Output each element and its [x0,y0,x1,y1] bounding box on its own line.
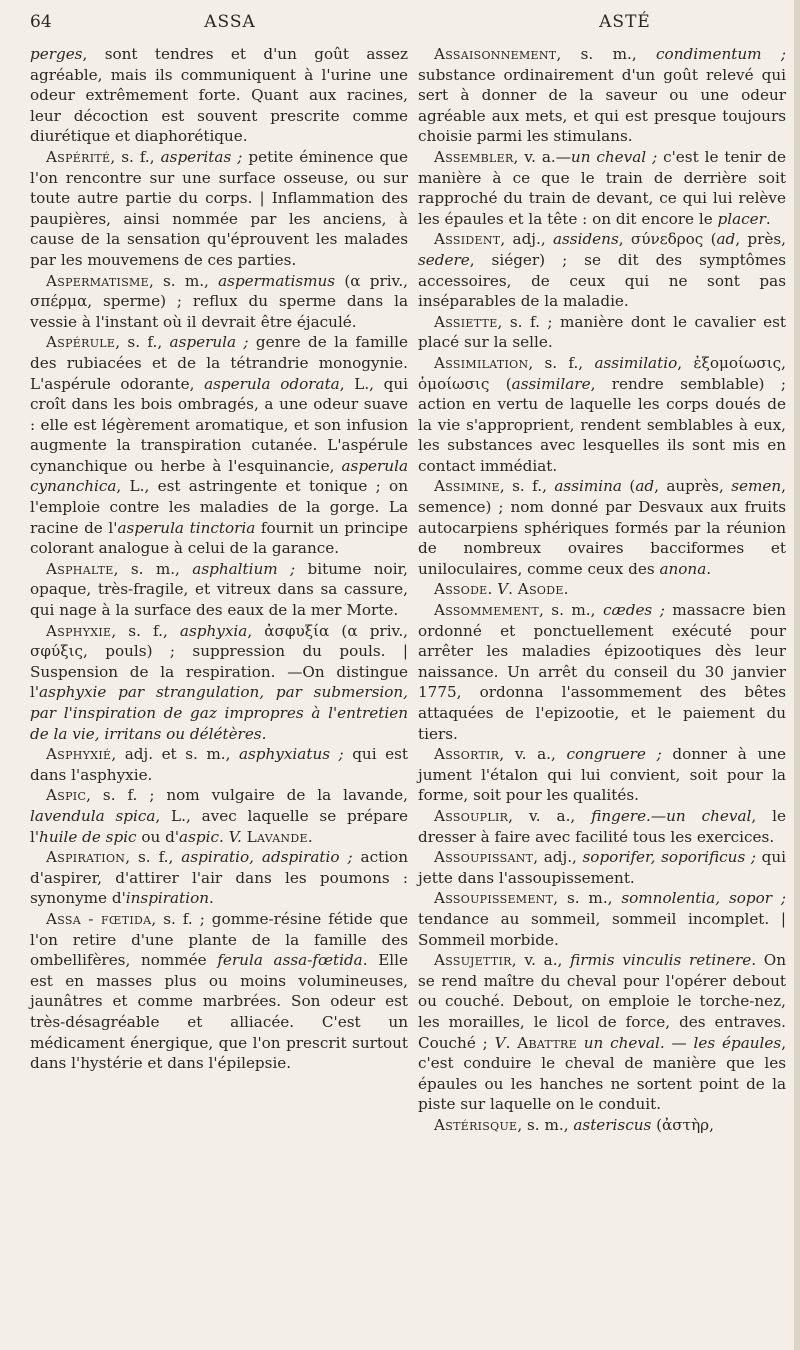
entry-italic-text: asteriscus [573,1115,652,1134]
entry-headword: Assoupissant [434,848,534,867]
entry-italic-text: V [494,1033,506,1052]
entry-italic-text: lavendula spica [30,806,156,825]
entry-text: , s. m., [553,889,622,908]
dictionary-entry [418,888,786,950]
entry-italic-text: condimentum ; [656,45,786,63]
entry-italic-text: asperitas ; [160,147,243,166]
entry-italic-text: assimina [554,477,622,496]
right-column [418,44,786,1135]
entry-headword: Assimine [434,477,500,496]
entry-italic-text: assimilare [511,374,591,393]
entry-headword: Assident [434,230,501,249]
entry-text: (ἀστὴρ, [651,1115,714,1134]
left-column [30,44,408,1074]
entry-italic-text: asphaltium ; [192,559,296,578]
entry-text: . [209,889,214,908]
entry-text: , v. a., [511,951,571,970]
entry-italic-text: perges [30,45,83,63]
entry-text: . [505,1033,518,1052]
entry-italic-text: placer [717,209,766,228]
entry-text: massacre bien ordonné et ponctuellement exécuté pour arrêter les maladies épizootiques dès leur naissance. Un arrêt du conseil du 30 janvier 1775, ordonna l'assommement des bêtes attaquées de l'epizootie, et le paiement du tiers. [418,601,786,743]
entry-continuation [30,44,408,147]
entry-text: tendance au sommeil, sommeil incomplet. | Sommeil morbide. [418,909,786,949]
entry-headword: Assimilation [434,353,529,372]
page-header [0,6,800,36]
entry-text: , ἐξομοίωσις, ὁμοίωσις ( [418,353,787,393]
entry-headword: Aspic [46,786,87,805]
entry-italic-text: un cheval ; [570,147,658,166]
entry-text: (α priv., σπέρμα, sperme) ; reflux du sperme dans la vessie à l'instant où il devrait être éjaculé. [30,271,408,331]
entry-text: , L., avec laquelle se prépare l' [30,806,408,846]
entry-headword: Aspermatisme [46,271,149,290]
entry-text: , auprès, [654,477,732,496]
entry-headword: Assembler [434,147,514,166]
entry-text: action d'aspirer, d'attirer l'air dans les poumons : synonyme d' [30,848,408,908]
entry-text: , ἀσφυξία (α priv., σφύξις, pouls) ; suppression du pouls. | Suspension de la respiration. —On distingue l' [30,621,408,702]
entry-text: , s. f. ; nom vulgaire de la lavande, [86,786,408,805]
entry-headword: Aspérité [46,147,111,166]
entry-text: . [487,580,498,599]
entry-text: . [563,580,569,599]
dictionary-entry [418,579,786,600]
entry-italic-text: somnolentia, sopor ; [621,889,786,908]
entry-text: . [508,580,518,599]
entry-italic-text: V [497,580,509,599]
entry-text: , sont tendres et d'un goût assez agréable, mais ils communiquent à l'urine une odeur extrêmement forte. Quant aux racines, leur décoction est souvent prescrite comme diurétique et diaphorétique. [30,45,408,146]
dictionary-entry [30,744,408,785]
entry-italic-text: sedere [418,250,470,269]
entry-headword: Aspérule [46,333,116,352]
entry-italic-text: asphyxiatus ; [238,745,344,764]
entry-headword: Assujettir [434,951,512,970]
entry-text: , s. m., [538,601,603,620]
entry-text: donner à une jument l'étalon qui lui convient, soit pour la forme, soit pour les qualités. [418,745,786,805]
entry-italic-text: aspermatismus [218,271,336,290]
entry-text: , adj. et s. m., [111,745,239,764]
dictionary-entry [418,1115,786,1136]
entry-italic-text: assimilatio [594,353,678,372]
entry-text: , v. a., [508,806,592,825]
dictionary-entry [418,600,786,744]
entry-text: , près, [735,230,786,249]
entry-italic-text: firmis vinculis retinere [570,951,752,970]
entry-headword: Lavande [246,827,308,846]
page-edge [794,0,800,1350]
dictionary-entry [30,847,408,909]
entry-italic-text: asperula odorata [204,374,340,393]
entry-italic-text: asperula cynanchica [30,456,408,496]
entry-headword: Assaisonnement [434,45,557,63]
entry-headword: Asphalte [46,559,114,578]
entry-italic-text: congruere ; [566,745,662,764]
entry-headword: Assiette [434,312,498,331]
dictionary-entry [418,847,786,888]
entry-text: , L., est astringente et tonique ; on l'emploie contre les maladies de la gorge. La racine de l' [30,477,408,537]
entry-text: . [765,209,771,228]
entry-headword: Aspiration [46,848,126,867]
entry-text: . [307,827,313,846]
dictionary-entry [30,785,408,847]
entry-italic-text: semen [731,477,782,496]
entry-text: bitume noir, opaque, très-fragile, et vitreux dans sa cassure, qui nage à la surface des eaux de la mer Morte. [30,559,408,620]
entry-text: substance ordinairement d'un goût relevé qui sert à donner de la saveur ou une odeur agréable aux mets, et qui est presque toujours choisie parmi les stimulans. [418,65,786,146]
entry-text: , adj., [533,848,583,867]
entry-italic-text: asphyxie par strangulation, par submersion, par l'inspiration de gaz impropres à l'entretien de la vie, irritans ou délétères. [30,683,408,743]
entry-text: , siéger) ; se dit des symptômes accessoires, de ceux qui ne sont pas inséparables de la maladie. [418,250,786,311]
entry-text: c'est le tenir de manière à ce que le train de derrière soit rapproché du train de devant, ce qui lui relève les épaules et la tête : on dit encore le [418,147,786,228]
entry-text [577,1034,584,1052]
entry-italic-text: asperula tinctoria [117,518,256,537]
dictionary-entry [418,806,786,847]
entry-text: , c'est conduire le cheval de manière que les épaules ou les hanches ne sortent point de la piste sur laquelle on le conduit. [418,1033,787,1114]
entry-italic-text: fingere.—un cheval [591,806,752,825]
dictionary-entry [418,476,786,579]
entry-text: , semence) ; nom donné par Desvaux aux fruits autocarpiens sphériques formés par la réunion de nombreux ovaires bacciformes et uniloculaires, comme ceux des [418,477,786,578]
entry-italic-text: aspiratio, adspiratio ; [181,848,353,867]
entry-text: , adj., [500,230,553,249]
entry-italic-text: ad [716,230,736,249]
entry-text: qui jette dans l'assoupissement. [418,848,786,887]
page-number: 64 [30,12,52,32]
left-running-head: ASSA [204,12,256,32]
entry-text: , s. f., [528,353,595,372]
entry-headword: Abattre [517,1033,577,1052]
entry-text: , le dresser à faire avec facilité tous les exercices. [418,806,786,846]
entry-italic-text: aspic. V. [179,827,242,846]
dictionary-entry [418,44,786,147]
entry-italic-text: cædes ; [602,601,665,620]
entry-text: , s. f. ; manière dont le cavalier est placé sur la selle. [418,312,786,352]
entry-italic-text: asperula ; [169,333,249,352]
entry-text: , s. m., [148,271,219,290]
entry-text: , v. a., [499,745,567,764]
entry-italic-text: asphyxia [179,621,248,640]
entry-headword: Assode [434,580,488,599]
entry-text: , L., qui croît dans les bois ombragés, a une odeur suave : elle est légèrement aromatique, et son infusion augmente la transpiration cutanée. L'aspérule cynanchique ou herbe à l'esquinancie, [30,374,408,475]
entry-text: , s. f., [499,477,555,496]
dictionary-entry [30,909,408,1074]
entry-italic-text: huile de spic [39,827,137,846]
entry-headword: Assommement [434,601,539,620]
entry-headword: Asphyxie [46,621,112,640]
entry-headword: Astérisque [434,1115,518,1134]
entry-text: ( [621,477,636,496]
entry-headword: Assouplir [434,806,509,825]
entry-headword: Asphyxié [46,745,112,764]
dictionary-entry [30,621,408,745]
entry-text: ou d' [136,827,180,846]
entry-italic-text: anona [659,559,707,578]
entry-text: . [706,559,712,578]
entry-text: , s. f., [111,621,180,640]
entry-italic-text: inspiration [125,889,209,908]
entry-headword: Assa - fœtida [46,909,152,928]
dictionary-entry [418,744,786,806]
entry-text: qui est dans l'asphyxie. [30,745,408,784]
entry-text: fournit un principe colorant analogue à celui de la garance. [30,518,408,558]
entry-text: , s. m., [556,45,657,63]
entry-text: , σύνεδρος ( [618,230,717,249]
entry-italic-text: assidens [552,230,619,249]
entry-text: , s. f., [125,848,182,867]
dictionary-entry [30,147,408,271]
entry-italic-text: un cheval. — les épaules [583,1033,782,1052]
dictionary-entry [418,147,786,229]
entry-text: , v. a.— [513,147,571,166]
entry-text: , s. m., [113,559,193,578]
right-running-head: ASTÉ [599,12,651,32]
entry-text: genre de la famille des rubiacées et de la tétrandrie monogynie. L'aspérule odorante, [30,333,408,393]
dictionary-entry [30,559,408,621]
entry-italic-text: ferula assa-fœtida [217,951,363,970]
entry-italic-text: soporifer, soporificus ; [582,848,756,867]
dictionary-entry [418,312,786,353]
entry-text: , rendre semblable) ; action en vertu de laquelle les corps doués de la vie s'approprient, rendent semblables à eux, les substances avec lesquelles ils sont mis en contact immédiat. [418,374,786,475]
entry-text: . Elle est en masses plus ou moins volumineuses, jaunâtres et comme marbrées. Son odeur est très-désagréable et alliacée. C'est un médicament énergique, que l'on prescrit surtout dans l'hystérie et dans l'épilepsie. [30,951,408,1073]
dictionary-entry [418,229,786,311]
dictionary-entry [418,353,786,477]
entry-headword: Assoupissement [434,889,554,908]
entry-text: , s. f. ; gomme-résine fétide que l'on retire d'une plante de la famille des ombellifères, nommée [30,909,408,970]
entry-text: , s. m., [517,1115,574,1134]
entry-italic-text: ad [635,477,655,496]
dictionary-entry [418,950,786,1115]
entry-headword: Asode [517,580,564,599]
entry-text: petite éminence que l'on rencontre sur une surface osseuse, ou sur toute autre partie du corps. | Inflammation des paupières, ainsi nommée par les anciens, à cause de la sensation qu'éprouvent les malades par les mouvemens de ces parties. [30,147,409,269]
entry-text: , s. f., [110,147,161,166]
entry-headword: Assortir [434,745,500,764]
dictionary-entry [30,271,408,333]
entry-text: , s. f., [115,333,170,352]
entry-text: . On se rend maître du cheval pour l'opérer debout ou couché. Debout, on emploie le torche-nez, les morailles, le licol de force, des entraves. Couché ; [418,951,786,1052]
dictionary-entry [30,332,408,559]
